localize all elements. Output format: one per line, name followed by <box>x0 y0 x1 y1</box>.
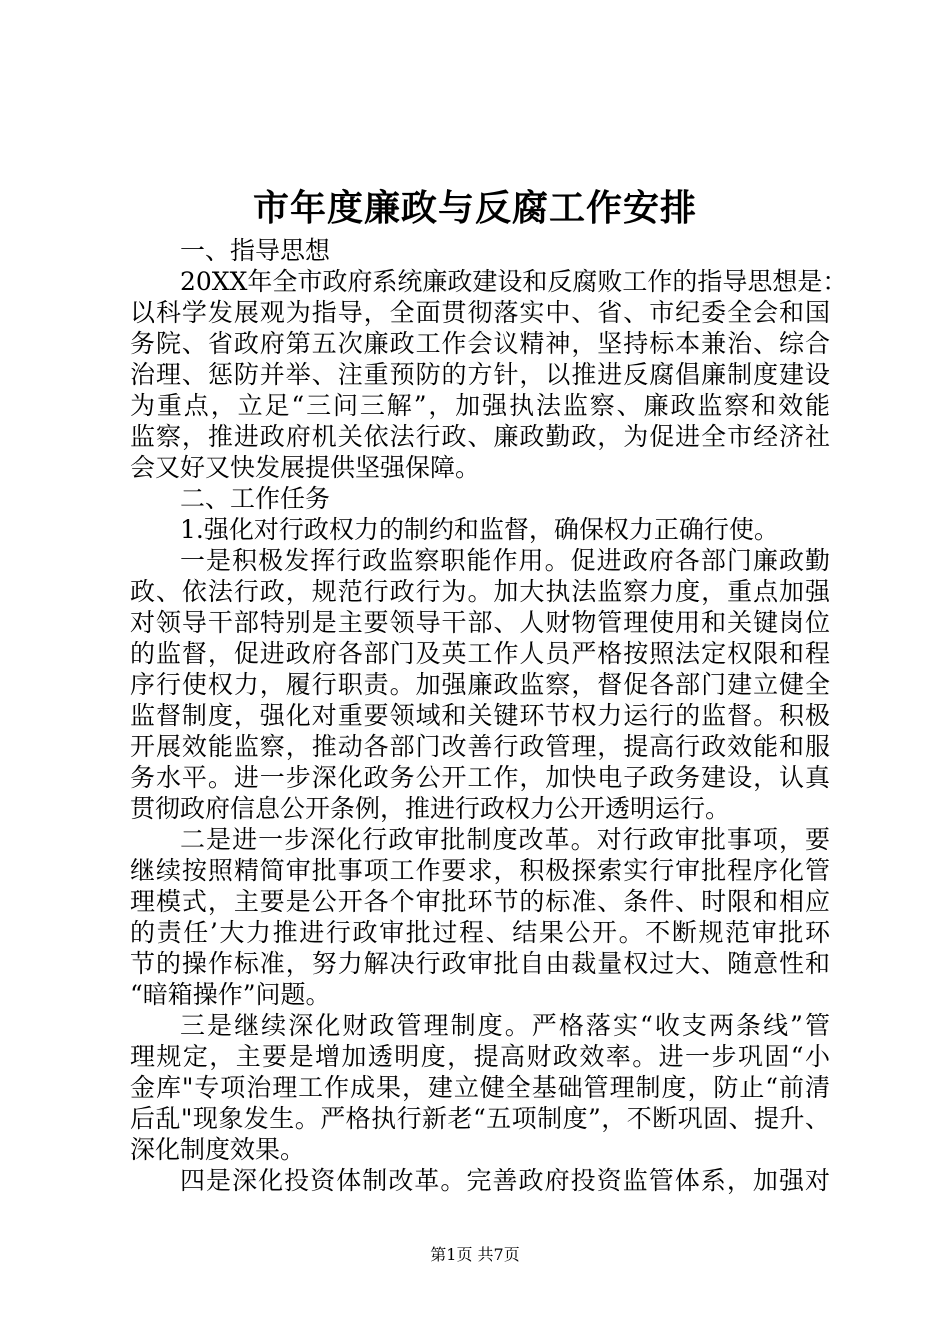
text-line: 监督制度，强化对重要领域和关键环节权力运行的监督。积极 <box>130 701 830 730</box>
text-line: 务院、省政府第五次廉政工作会议精神，坚持标本兼治、综合 <box>130 329 830 358</box>
text-line: 的监督，促进政府各部门及英工作人员严格按照法定权限和程 <box>130 639 830 668</box>
text-line: “暗箱操作”问题。 <box>130 980 331 1009</box>
text-line: 开展效能监察，推动各部门改善行政管理，提高行政效能和服 <box>130 732 830 761</box>
text-line: 为重点，立足“三问三解”，加强执法监察、廉政监察和效能 <box>130 391 830 420</box>
text-line: 二是进一步深化行政审批制度改革。对行政审批事项，要 <box>180 825 830 854</box>
text-line: 一、指导思想 <box>180 236 331 265</box>
document-title: 市年度廉政与反腐工作安排 <box>252 187 697 229</box>
text-line: 贯彻政府信息公开条例，推进行政权力公开透明运行。 <box>130 794 731 823</box>
text-line: 节的操作标准，努力解决行政审批自由裁量权过大、随意性和 <box>130 949 830 978</box>
text-line: 政、依法行政，规范行政行为。加大执法监察力度，重点加强 <box>130 577 830 606</box>
text-line: 继续按照精简审批事项工作要求，积极探索实行审批程序化管 <box>130 856 830 885</box>
text-line: 务水平。进一步深化政务公开工作，加快电子政务建设，认真 <box>130 763 830 792</box>
page-footer: 第1页 共7页 <box>430 1245 520 1264</box>
text-line: 以科学发展观为指导，全面贯彻落实中、省、市纪委全会和国 <box>130 298 830 327</box>
text-line: 三是继续深化财政管理制度。严格落实“收支两条线”管 <box>180 1011 830 1040</box>
text-line: 一是积极发挥行政监察职能作用。促进政府各部门廉政勤 <box>180 546 830 575</box>
text-line: 监察，推进政府机关依法行政、廉政勤政，为促进全市经济社 <box>130 422 830 451</box>
text-line: 后乱"现象发生。严格执行新老“五项制度”，不断巩固、提升、 <box>130 1104 830 1133</box>
text-line: 理规定，主要是增加透明度，提高财政效率。进一步巩固“小 <box>130 1042 830 1071</box>
text-line: 20XX年全市政府系统廉政建设和反腐败工作的指导思想是： <box>180 267 848 296</box>
text-line: 1.强化对行政权力的制约和监督，确保权力正确行使。 <box>180 515 779 544</box>
text-line: 的责任’大力推进行政审批过程、结果公开。不断规范审批环 <box>130 918 830 947</box>
text-line: 金库"专项治理工作成果，建立健全基础管理制度，防止“前清 <box>130 1073 830 1102</box>
text-line: 序行使权力，履行职责。加强廉政监察，督促各部门建立健全 <box>130 670 830 699</box>
text-line: 会又好又快发展提供坚强保障。 <box>130 453 481 482</box>
text-line: 四是深化投资体制改革。完善政府投资监管体系，加强对 <box>180 1166 830 1195</box>
text-line: 理模式，主要是公开各个审批环节的标准、条件、时限和相应 <box>130 887 830 916</box>
text-line: 治理、惩防并举、注重预防的方针，以推进反腐倡廉制度建设 <box>130 360 830 389</box>
text-line: 深化制度效果。 <box>130 1135 306 1164</box>
text-line: 对领导干部特别是主要领导干部、人财物管理使用和关键岗位 <box>130 608 830 637</box>
text-line: 二、工作任务 <box>180 484 331 513</box>
